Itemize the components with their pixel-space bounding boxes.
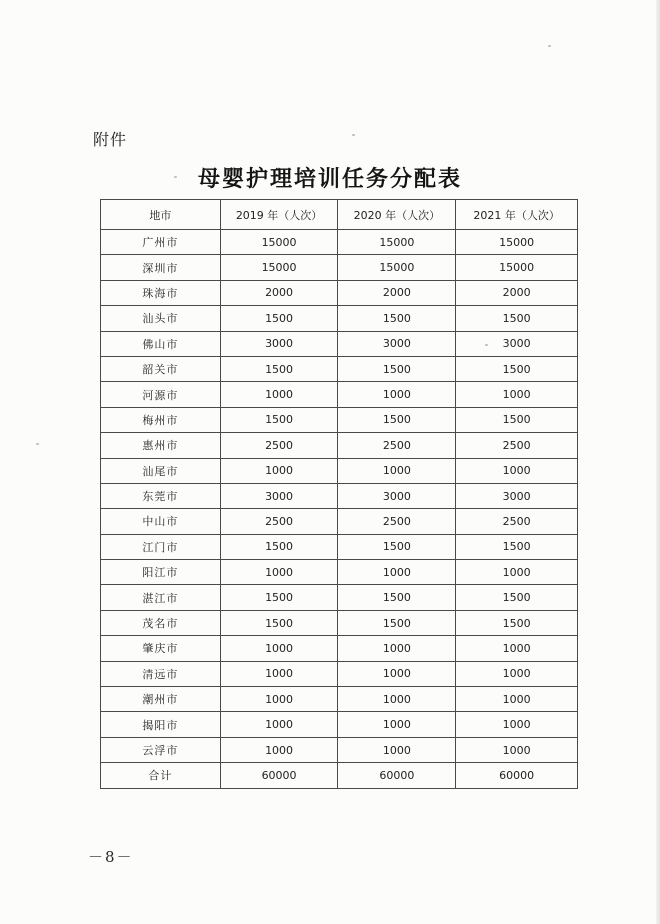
table-row <box>101 585 578 610</box>
value-2019: 1500 <box>220 610 338 635</box>
column-header-2019: 2019 年（人次） <box>220 200 338 230</box>
table-header-row <box>101 200 578 230</box>
value-2020: 1500 <box>338 306 456 331</box>
table-row <box>101 687 578 712</box>
value-2019: 1000 <box>220 458 338 483</box>
value-2021: 15000 <box>456 255 578 280</box>
value-2019: 15000 <box>220 230 338 255</box>
table-row <box>101 534 578 559</box>
table-row <box>101 280 578 305</box>
total-label: 合计 <box>101 763 221 788</box>
value-2019: 3000 <box>220 331 338 356</box>
city-cell: 阳江市 <box>101 560 221 585</box>
table-row <box>101 331 578 356</box>
value-2020: 1500 <box>338 610 456 635</box>
value-2019: 1000 <box>220 560 338 585</box>
city-cell: 梅州市 <box>101 407 221 432</box>
value-2020: 1000 <box>338 636 456 661</box>
value-2021: 2500 <box>456 433 578 458</box>
city-cell: 佛山市 <box>101 331 221 356</box>
value-2020: 15000 <box>338 255 456 280</box>
table-row <box>101 382 578 407</box>
table-row <box>101 661 578 686</box>
page-title: 母婴护理培训任务分配表 <box>197 166 462 192</box>
value-2019: 1500 <box>220 306 338 331</box>
value-2020: 1000 <box>338 712 456 737</box>
value-2019: 2000 <box>220 280 338 305</box>
table-row <box>101 255 578 280</box>
value-2020: 1000 <box>338 737 456 762</box>
total-row <box>101 763 578 788</box>
table-row <box>101 306 578 331</box>
city-cell: 中山市 <box>101 509 221 534</box>
value-2021: 2000 <box>456 280 578 305</box>
city-cell: 茂名市 <box>101 610 221 635</box>
value-2021: 2500 <box>456 509 578 534</box>
value-2020: 1000 <box>338 458 456 483</box>
value-2020: 2500 <box>338 509 456 534</box>
value-2021: 1500 <box>456 534 578 559</box>
city-cell: 深圳市 <box>101 255 221 280</box>
value-2020: 1500 <box>338 585 456 610</box>
table-row <box>101 610 578 635</box>
city-cell: 云浮市 <box>101 737 221 762</box>
value-2020: 3000 <box>338 483 456 508</box>
value-2021: 1000 <box>456 636 578 661</box>
table-row <box>101 230 578 255</box>
value-2021: 1000 <box>456 737 578 762</box>
scan-speck <box>36 443 39 445</box>
value-2019: 15000 <box>220 255 338 280</box>
value-2020: 1000 <box>338 661 456 686</box>
total-2019: 60000 <box>220 763 338 788</box>
city-cell: 清远市 <box>101 661 221 686</box>
table-row <box>101 560 578 585</box>
value-2021: 1000 <box>456 382 578 407</box>
value-2019: 1500 <box>220 585 338 610</box>
value-2020: 15000 <box>338 230 456 255</box>
value-2020: 3000 <box>338 331 456 356</box>
total-2021: 60000 <box>456 763 578 788</box>
value-2019: 1500 <box>220 407 338 432</box>
value-2020: 2500 <box>338 433 456 458</box>
table-row <box>101 356 578 381</box>
city-cell: 东莞市 <box>101 483 221 508</box>
column-header-2020: 2020 年（人次） <box>338 200 456 230</box>
value-2020: 1500 <box>338 356 456 381</box>
page-edge-shadow <box>656 0 660 924</box>
table-row <box>101 407 578 432</box>
value-2021: 1000 <box>456 560 578 585</box>
value-2019: 2500 <box>220 433 338 458</box>
city-cell: 汕尾市 <box>101 458 221 483</box>
table-row <box>101 636 578 661</box>
table-row <box>101 737 578 762</box>
value-2020: 1000 <box>338 687 456 712</box>
value-2019: 3000 <box>220 483 338 508</box>
value-2021: 1500 <box>456 356 578 381</box>
value-2019: 1000 <box>220 382 338 407</box>
value-2020: 1500 <box>338 534 456 559</box>
value-2021: 1000 <box>456 687 578 712</box>
total-2020: 60000 <box>338 763 456 788</box>
value-2019: 1000 <box>220 661 338 686</box>
column-header-city: 地市 <box>101 200 221 230</box>
value-2021: 1000 <box>456 458 578 483</box>
value-2019: 2500 <box>220 509 338 534</box>
value-2019: 1000 <box>220 737 338 762</box>
city-cell: 河源市 <box>101 382 221 407</box>
allocation-table <box>100 199 578 789</box>
city-cell: 惠州市 <box>101 433 221 458</box>
value-2019: 1500 <box>220 356 338 381</box>
attachment-label: 附件 <box>93 130 128 149</box>
value-2021: 15000 <box>456 230 578 255</box>
value-2019: 1000 <box>220 687 338 712</box>
scan-speck <box>548 45 551 47</box>
city-cell: 珠海市 <box>101 280 221 305</box>
table-body <box>101 230 578 763</box>
value-2019: 1000 <box>220 636 338 661</box>
value-2019: 1000 <box>220 712 338 737</box>
value-2021: 1500 <box>456 610 578 635</box>
value-2021: 1500 <box>456 585 578 610</box>
table-row <box>101 509 578 534</box>
city-cell: 江门市 <box>101 534 221 559</box>
table-row <box>101 483 578 508</box>
table-row <box>101 433 578 458</box>
value-2020: 2000 <box>338 280 456 305</box>
value-2021: 1500 <box>456 407 578 432</box>
city-cell: 湛江市 <box>101 585 221 610</box>
city-cell: 汕头市 <box>101 306 221 331</box>
value-2021: 3000 <box>456 483 578 508</box>
city-cell: 潮州市 <box>101 687 221 712</box>
column-header-2021: 2021 年（人次） <box>456 200 578 230</box>
value-2021: 3000 <box>456 331 578 356</box>
page-number: －8－ <box>88 848 134 866</box>
value-2021: 1500 <box>456 306 578 331</box>
table-row <box>101 458 578 483</box>
city-cell: 肇庆市 <box>101 636 221 661</box>
table-row <box>101 712 578 737</box>
value-2020: 1500 <box>338 407 456 432</box>
value-2020: 1000 <box>338 560 456 585</box>
value-2021: 1000 <box>456 661 578 686</box>
city-cell: 揭阳市 <box>101 712 221 737</box>
value-2019: 1500 <box>220 534 338 559</box>
city-cell: 广州市 <box>101 230 221 255</box>
city-cell: 韶关市 <box>101 356 221 381</box>
value-2021: 1000 <box>456 712 578 737</box>
scan-speck <box>352 134 355 136</box>
value-2020: 1000 <box>338 382 456 407</box>
